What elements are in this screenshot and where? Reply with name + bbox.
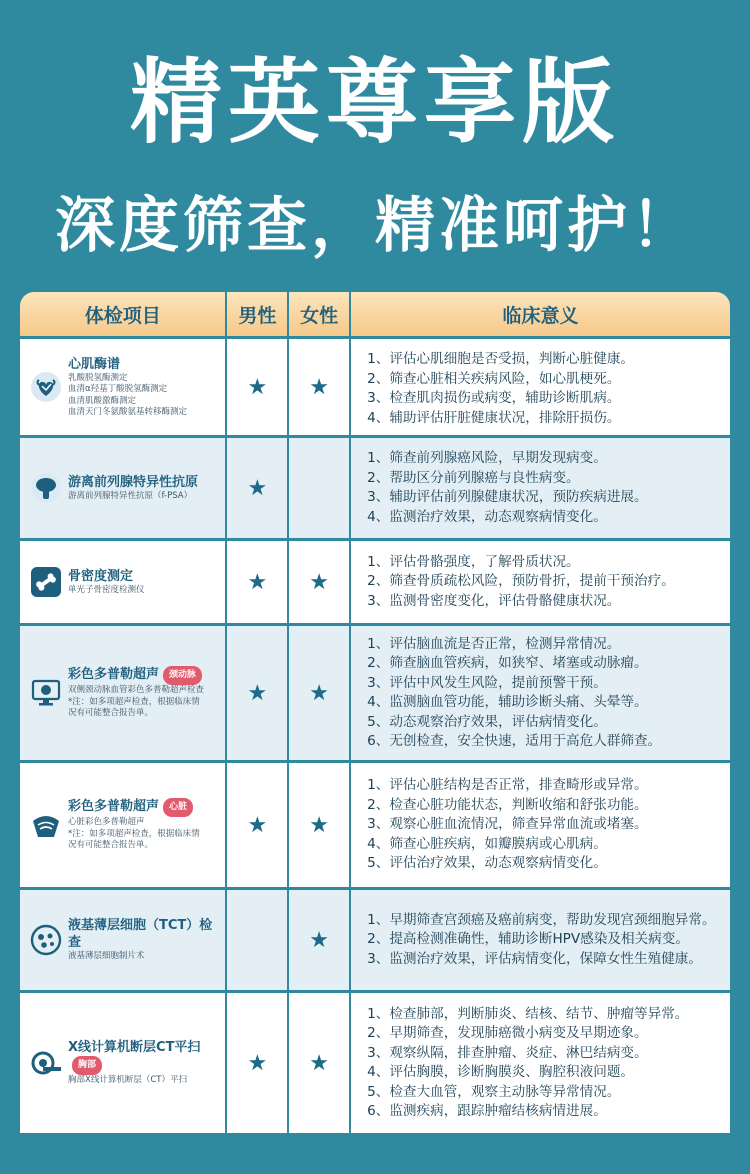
clinical-meaning-cell — [351, 763, 730, 887]
bone-icon — [30, 566, 62, 598]
table-header — [20, 292, 730, 336]
exam-item — [20, 917, 225, 963]
male-applicable-star: ★ — [227, 438, 289, 538]
clinical-meaning-line: 3、检查肌肉损伤或病变，辅助诊断肌病。 — [367, 390, 621, 406]
exam-item — [20, 566, 151, 598]
clinical-meaning-line: 6、监测疾病，跟踪肿瘤结核病情进展。 — [367, 1103, 607, 1119]
clinical-meaning-line: 3、观察心脏血流情况，筛查异常血流或堵塞。 — [367, 816, 648, 833]
clinical-meaning-line: 3、监测骨密度变化，评估骨骼健康状况。 — [367, 592, 621, 609]
clinical-meaning-line: 4、评估胸膜，诊断胸膜炎、胸腔积液问题。 — [367, 1064, 635, 1080]
clinical-meaning-line: 2、帮助区分前列腺癌与良性病变。 — [367, 469, 580, 486]
exam-item-detail: 胸部X线计算机断层（CT）平扫 — [68, 1075, 187, 1086]
clinical-meaning-line: 1、评估脑血流是否正常，检测异常情况。 — [367, 635, 621, 652]
exam-item-cell — [20, 763, 227, 887]
table-row — [20, 538, 730, 623]
exam-item-detail: 双侧颈动脉血管彩色多普勒超声检查 — [68, 685, 205, 696]
exam-item — [20, 472, 204, 504]
clinical-meaning-line: 3、评估中风发生风险，提前预警干预。 — [367, 674, 607, 691]
female-applicable-star: ★ — [289, 993, 351, 1133]
clinical-meaning-line: 3、辅助评估前列腺健康状况，预防疾病进展。 — [367, 489, 648, 505]
clinical-meaning-line: 2、检查心脏功能状态，判断收缩和舒张功能。 — [367, 796, 648, 813]
exam-item-detail: 单光子骨密度检测仪 — [68, 584, 145, 595]
exam-item-title: 游离前列腺特异性抗原 — [68, 474, 199, 490]
cells-icon — [30, 924, 62, 956]
exam-item-detail: 血清α羟基丁酸脱氢酶测定 — [68, 384, 168, 394]
exam-item-detail: 况有可能整合报告单。 — [68, 708, 154, 719]
clinical-meaning-line: 1、评估骨骼强度，了解骨质状况。 — [367, 553, 580, 570]
exam-item-detail: 血清肌酸激酶测定 — [68, 395, 137, 406]
clinical-meaning-line: 2、筛查心脏相关疾病风险，如心肌梗死。 — [367, 370, 621, 387]
female-applicable-star: ★ — [289, 626, 351, 760]
clinical-meaning-cell — [351, 541, 730, 623]
clinical-meaning-line: 1、检查肺部，判断肺炎、结核、结节、肿瘤等异常。 — [367, 1005, 689, 1022]
female-applicable-star: ★ — [289, 541, 351, 623]
header-meaning: 临床意义 — [502, 304, 579, 327]
clinical-meaning-line: 3、监测治疗效果，评估病情变化，保障女性生殖健康。 — [367, 950, 702, 967]
exam-item-detail: *注：如多项超声检查，根据临床情 — [68, 696, 200, 707]
clinical-meaning-line: 5、评估治疗效果，动态观察病情变化。 — [367, 855, 607, 872]
clinical-meaning-cell — [351, 993, 730, 1133]
clinical-meaning-line: 2、早期筛查，发现肺癌微小病变及早期迹象。 — [367, 1025, 648, 1041]
male-applicable-star: ★ — [227, 763, 289, 887]
exam-item — [20, 1039, 225, 1087]
clinical-meaning-cell — [351, 339, 730, 435]
ultrasound-probe-icon — [30, 809, 62, 841]
clinical-meaning-line: 2、筛查骨质疏松风险，预防骨折，提前干预治疗。 — [367, 573, 675, 590]
table-row — [20, 435, 730, 538]
exam-item-detail: 乳酸脱氢酶测定 — [68, 372, 128, 383]
exam-item-cell — [20, 541, 227, 623]
exam-item-title: 心肌酶谱 — [68, 356, 121, 372]
exam-item-cell — [20, 890, 227, 990]
exam-item-detail: 心脏彩色多普勒超声 — [68, 817, 145, 828]
clinical-meaning-line: 5、动态观察治疗效果，评估病情变化。 — [367, 713, 607, 730]
exam-item-tag: 胸部 — [72, 1056, 102, 1075]
clinical-meaning-line: 6、无创检查，安全快速，适用于高危人群筛查。 — [367, 733, 662, 749]
exam-item-detail: 况有可能整合报告单。 — [68, 840, 154, 851]
page-subtitle: 深度筛查，精准呵护！ — [55, 191, 695, 261]
clinical-meaning-line: 1、评估心肌细胞是否受损，判断心脏健康。 — [367, 351, 635, 367]
exam-item-title: 彩色多普勒超声 心脏 — [68, 798, 200, 817]
exam-item-cell — [20, 993, 227, 1133]
male-applicable-star: ★ — [227, 541, 289, 623]
clinical-meaning-cell — [351, 890, 730, 990]
clinical-meaning-line: 1、筛查前列腺癌风险，早期发现病变。 — [367, 450, 607, 466]
clinical-meaning-line: 4、监测治疗效果，动态观察病情变化。 — [367, 508, 607, 525]
table-row — [20, 623, 730, 760]
table-row — [20, 336, 730, 435]
clinical-meaning-line: 1、早期筛查宫颈癌及癌前病变，帮助发现宫颈细胞异常。 — [367, 911, 716, 928]
ultrasound-monitor-icon — [30, 677, 62, 709]
exam-item — [20, 356, 193, 419]
clinical-meaning-cell — [351, 626, 730, 760]
header-item: 体检项目 — [20, 292, 227, 336]
male-applicable-star — [227, 890, 289, 990]
hero-banner — [0, 0, 750, 292]
exam-item-tag: 颈动脉 — [163, 666, 202, 685]
table-row — [20, 990, 730, 1133]
clinical-meaning-line: 2、提高检测准确性，辅助诊断HPV感染及相关病变。 — [367, 931, 689, 948]
clinical-meaning-line: 4、辅助评估肝脏健康状况，排除肝损伤。 — [367, 409, 621, 426]
female-applicable-star: ★ — [289, 890, 351, 990]
exam-item-tag: 心脏 — [163, 798, 193, 817]
exam-item-cell — [20, 438, 227, 538]
header-female: 女性 — [289, 292, 351, 336]
exam-item-title: 骨密度测定 — [68, 568, 134, 584]
ct-scanner-icon — [30, 1047, 62, 1079]
table-row — [20, 760, 730, 887]
heart-icon — [30, 371, 62, 403]
exam-item-cell — [20, 626, 227, 760]
clinical-meaning-line: 4、监测脑血管功能，辅助诊断头痛、头晕等。 — [367, 694, 648, 710]
clinical-meaning-line: 1、评估心脏结构是否正常，排查畸形或异常。 — [367, 777, 648, 794]
table-row — [20, 887, 730, 990]
exam-item-title: 液基薄层细胞（TCT）检查 — [68, 918, 213, 951]
header-male: 男性 — [227, 292, 289, 336]
female-applicable-star — [289, 438, 351, 538]
prostate-icon — [30, 472, 62, 504]
clinical-meaning-line: 3、观察纵隔，排查肿瘤、炎症、淋巴结病变。 — [367, 1044, 648, 1061]
exam-item — [20, 798, 206, 852]
table-body — [20, 336, 730, 1133]
exam-item-detail: *注：如多项超声检查，根据临床情 — [68, 828, 200, 839]
exam-table — [20, 292, 730, 1133]
exam-item-title: X线计算机断层CT平扫胸部 — [68, 1039, 219, 1075]
clinical-meaning-line: 4、筛查心脏疾病，如瓣膜病或心肌病。 — [367, 835, 607, 852]
female-applicable-star: ★ — [289, 339, 351, 435]
page-title: 精英尊享版 — [129, 49, 620, 156]
exam-item-detail: 液基薄层细胞制片术 — [68, 951, 145, 962]
exam-item — [20, 666, 210, 720]
male-applicable-star: ★ — [227, 626, 289, 760]
male-applicable-star: ★ — [227, 339, 289, 435]
exam-item-detail: 血清天门冬氨酸氨基转移酶测定 — [68, 407, 188, 417]
female-applicable-star: ★ — [289, 763, 351, 887]
clinical-meaning-line: 2、筛查脑血管疾病，如狭窄、堵塞或动脉瘤。 — [367, 655, 648, 671]
clinical-meaning-line: 5、检查大血管，观察主动脉等异常情况。 — [367, 1083, 621, 1100]
clinical-meaning-cell — [351, 438, 730, 538]
exam-item-detail: 游离前列腺特异性抗原（f-PSA） — [68, 490, 193, 501]
male-applicable-star: ★ — [227, 993, 289, 1133]
exam-item-title: 彩色多普勒超声 颈动脉 — [68, 666, 204, 685]
exam-item-cell — [20, 339, 227, 435]
